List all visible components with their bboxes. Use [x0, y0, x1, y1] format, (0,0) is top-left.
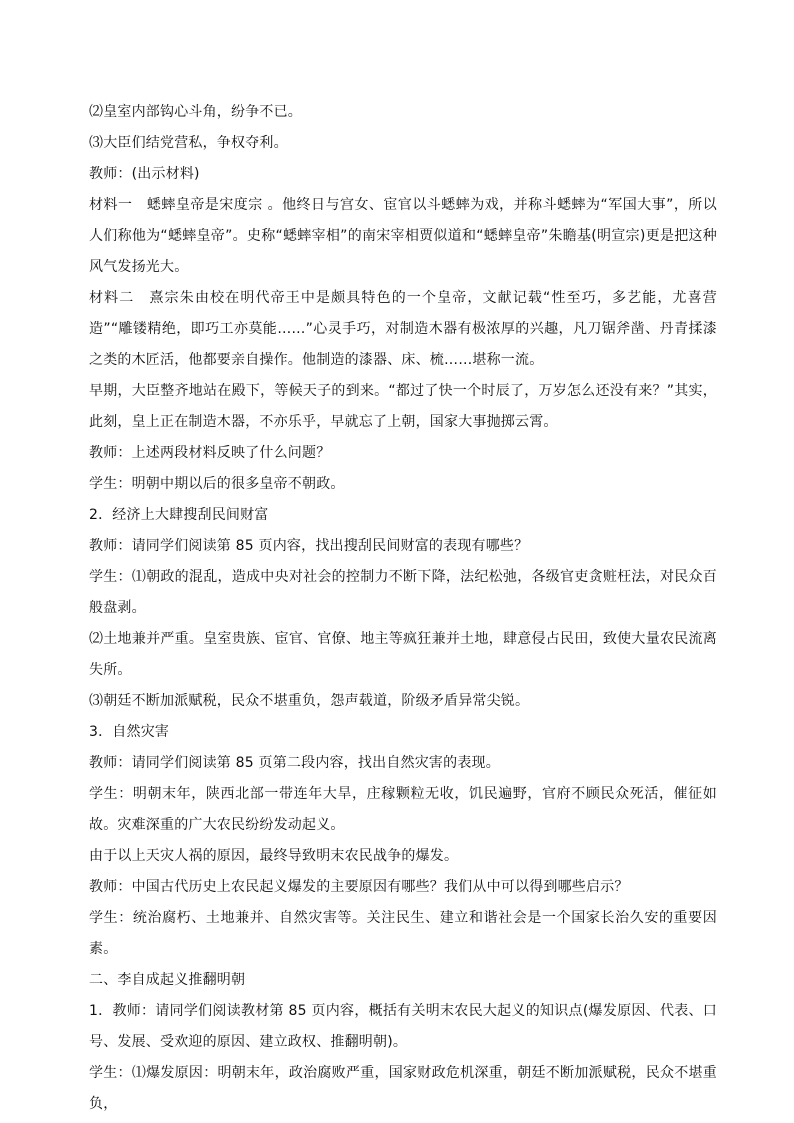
paragraph-early-court: 早期，大臣整齐地站在殿下，等候天子的到来。“都过了快一个时辰了，万岁怎么还没有来？”其实，此刻，皇上正在制造木器，不亦乐乎，早就忘了上朝，国家大事抛掷云霄。 [89, 383, 717, 430]
paragraph-student-answer-3: 学生：明朝末年，陕西北部一带连年大旱，庄稼颗粒无收，饥民遍野，官府不顾民众死活，催征如故。灾难深重的广大农民纷纷发动起义。 [89, 786, 717, 833]
paragraph-teacher-show-material: 教师：(出示材料) [89, 166, 200, 182]
paragraph-conclusion: 由于以上天灾人祸的原因，最终导致明末农民战争的爆发。 [89, 848, 459, 864]
paragraph-material-two: 材料二 熹宗朱由校在明代帝王中是颇具特色的一个皇帝，文献记载“性至巧，多艺能，尤喜营造”“雕镂精绝，即巧工亦莫能……”心灵手巧，对制造木器有极浓厚的兴趣，凡刀锯斧凿、丹青揉漆之类的木匠活，他都要亲自操作。他制造的漆器、床、梳……堪称一流。 [89, 290, 717, 368]
paragraph-student-answer-2: 学生：⑴朝政的混乱，造成中央对社会的控制力不断下降，法纪松弛，各级官吏贪赃枉法，对民众百般盘剥。 [89, 569, 717, 616]
paragraph-teacher-question-1: 教师：上述两段材料反映了什么问题？ [89, 445, 331, 461]
paragraph-material-one: 材料一 蟋蟀皇帝是宋度宗 。他终日与宫女、宦官以斗蟋蟀为戏，并称斗蟋蟀为“军国大事”，所以人们称他为“蟋蟀皇帝”。史称“蟋蟀宰相”的南宋宰相贾似道和“蟋蟀皇帝”朱瞻基(明宣宗)更是把这种风气发扬光大。 [89, 197, 717, 275]
paragraph-extra-taxes: ⑶朝廷不断加派赋税，民众不堪重负，怨声载道，阶级矛盾异常尖锐。 [89, 693, 530, 709]
paragraph-teacher-question-2: 教师：请同学们阅读第 85 页内容，找出搜刮民间财富的表现有哪些？ [89, 538, 529, 554]
paragraph-teacher-question-4: 教师：中国古代历史上农民起义爆发的主要原因有哪些？我们从中可以得到哪些启示？ [89, 879, 629, 895]
paragraph-court-infighting: ⑵皇室内部钩心斗角，纷争不已。 [89, 104, 302, 120]
heading-li-zicheng-uprising: 二、李自成起义推翻明朝 [89, 972, 246, 988]
paragraph-teacher-question-5: 1．教师：请同学们阅读教材第 85 页内容，概括有关明末农民大起义的知识点(爆发原因、代表、口号、发展、受欢迎的原因、建立政权、推翻明朝)。 [89, 1003, 717, 1050]
heading-economic-plunder: 2．经济上大肆搜刮民间财富 [89, 507, 269, 523]
heading-natural-disasters: 3．自然灾害 [89, 724, 170, 740]
paragraph-ministers-factions: ⑶大臣们结党营私，争权夺利。 [89, 135, 288, 151]
paragraph-student-answer-4: 学生：统治腐朽、土地兼并、自然灾害等。关注民生、建立和谐社会是一个国家长治久安的重要因素。 [89, 910, 717, 957]
paragraph-teacher-question-3: 教师：请同学们阅读第 85 页第二段内容，找出自然灾害的表现。 [89, 755, 500, 771]
paragraph-student-answer-5: 学生：⑴爆发原因：明朝末年，政治腐败严重，国家财政危机深重，朝廷不断加派赋税，民众不堪重负， [89, 1065, 717, 1112]
paragraph-student-answer-1: 学生：明朝中期以后的很多皇帝不朝政。 [89, 476, 345, 492]
document-page [89, 97, 717, 1120]
paragraph-land-annexation: ⑵土地兼并严重。皇室贵族、宦官、官僚、地主等疯狂兼并土地，肆意侵占民田，致使大量农民流离失所。 [89, 631, 717, 678]
